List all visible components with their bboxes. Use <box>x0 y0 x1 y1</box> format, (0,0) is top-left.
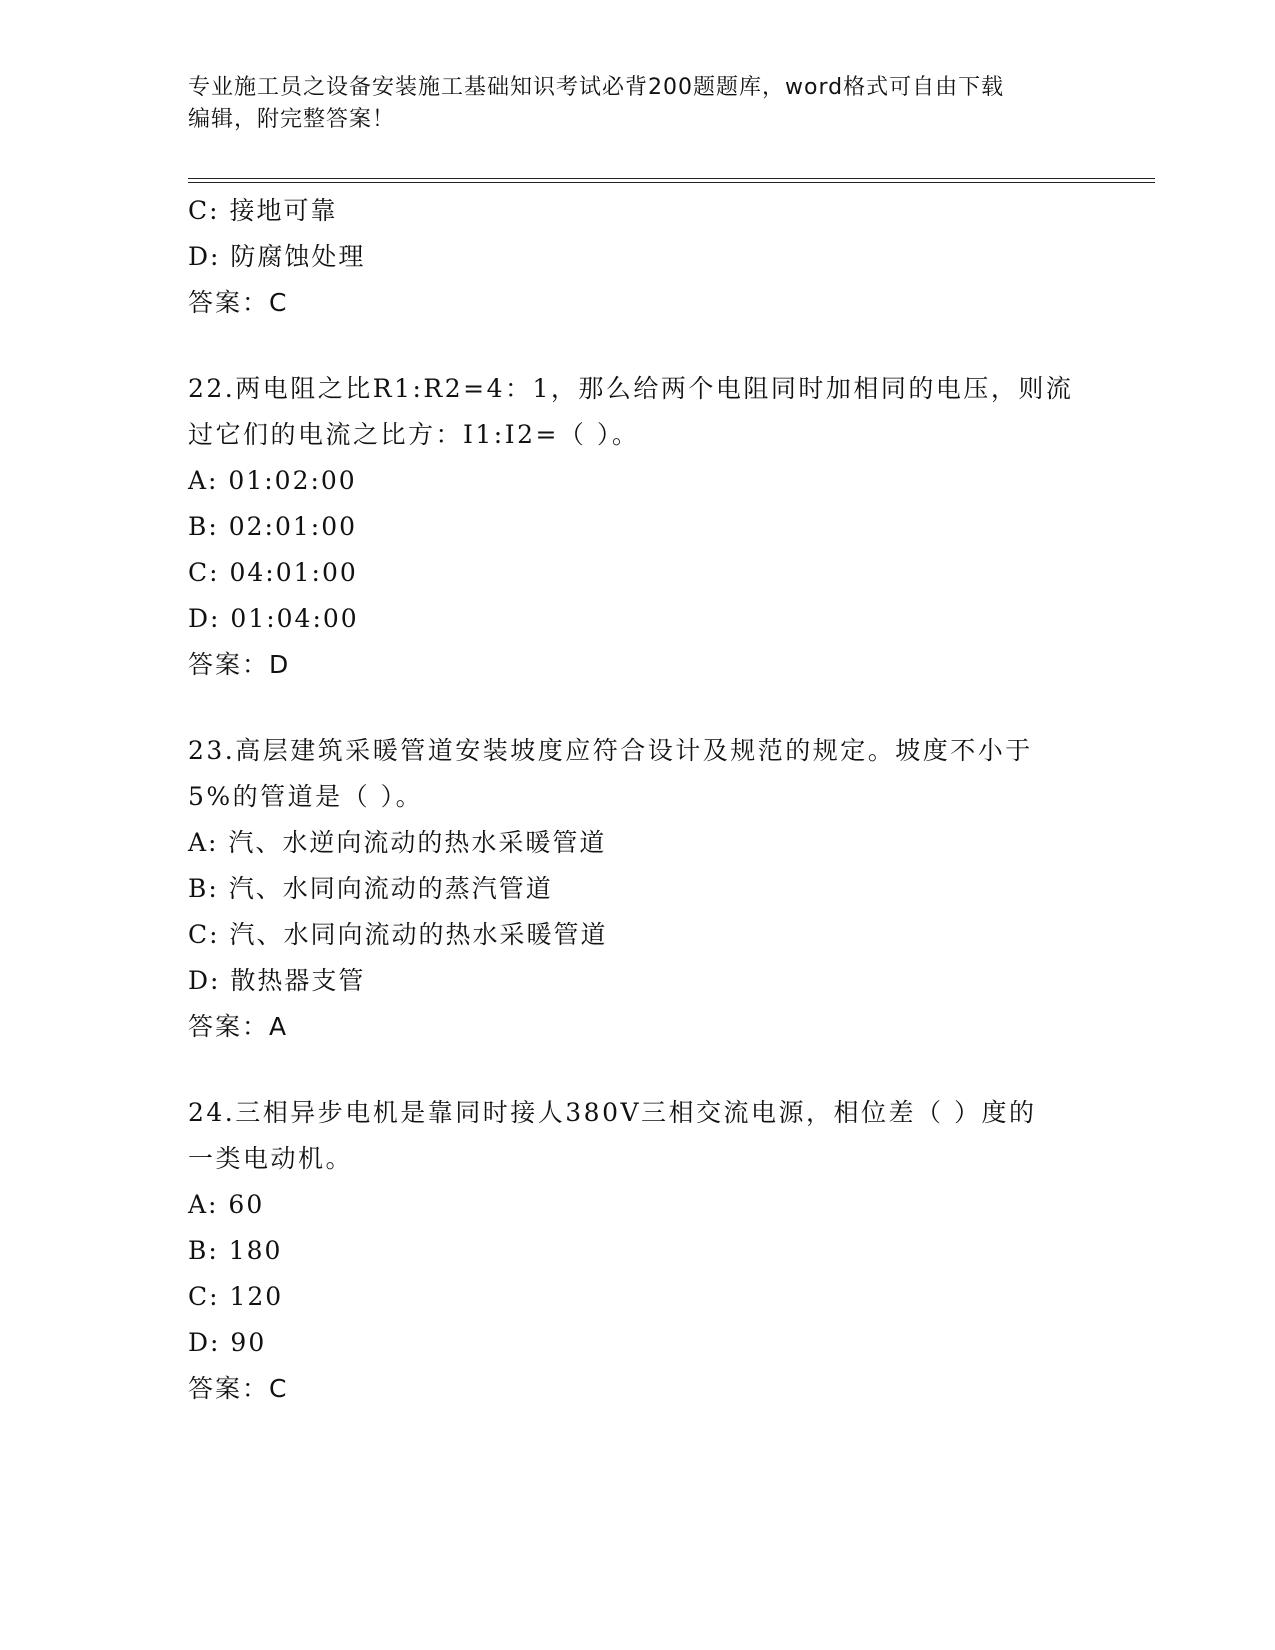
question-23 <box>188 728 1088 1050</box>
option-d: D: 防腐蚀处理 <box>188 242 366 271</box>
document-header <box>188 72 1078 136</box>
header-title-line-2: 编辑，附完整答案！ <box>188 107 396 132</box>
question-stem-line: 5%的管道是（ ）。 <box>188 782 424 811</box>
option-a: A: 01:02:00 <box>188 466 357 495</box>
header-divider-bottom <box>188 182 1155 183</box>
question-stem-line: 一类电动机。 <box>188 1144 354 1173</box>
question-stem-line: 24.三相异步电机是靠同时接人380V三相交流电源，相位差（ ）度的 <box>188 1098 1037 1127</box>
option-b: B: 02:01:00 <box>188 512 358 541</box>
option-d: D: 90 <box>188 1328 267 1357</box>
header-divider-top <box>188 178 1155 179</box>
option-b: B: 180 <box>188 1236 283 1265</box>
option-c: C: 04:01:00 <box>188 558 358 587</box>
option-d: D: 01:04:00 <box>188 604 359 633</box>
question-24 <box>188 1090 1088 1412</box>
option-c: C: 汽、水同向流动的热水采暖管道 <box>188 920 608 949</box>
question-list <box>188 188 1088 1412</box>
header-title-line-1: 专业施工员之设备安装施工基础知识考试必背200题题库，word格式可自由下载 <box>188 75 1005 100</box>
question-21-continued <box>188 188 1088 326</box>
answer: 答案：C <box>188 1374 289 1403</box>
option-d: D: 散热器支管 <box>188 966 366 995</box>
answer: 答案：D <box>188 650 291 679</box>
option-a: A: 60 <box>188 1190 265 1219</box>
question-stem-line: 23.高层建筑采暖管道安装坡度应符合设计及规范的规定。坡度不小于 <box>188 736 1033 765</box>
option-c: C: 接地可靠 <box>188 196 338 225</box>
question-stem-line: 过它们的电流之比方：I1:I2=（ ）。 <box>188 420 640 449</box>
answer: 答案：C <box>188 288 289 317</box>
question-22 <box>188 366 1088 688</box>
option-b: B: 汽、水同向流动的蒸汽管道 <box>188 874 553 903</box>
option-a: A: 汽、水逆向流动的热水采暖管道 <box>188 828 607 857</box>
option-c: C: 120 <box>188 1282 284 1311</box>
question-stem-line: 22.两电阻之比R1:R2=4：1，那么给两个电阻同时加相同的电压，则流 <box>188 374 1074 403</box>
answer: 答案：A <box>188 1012 289 1041</box>
